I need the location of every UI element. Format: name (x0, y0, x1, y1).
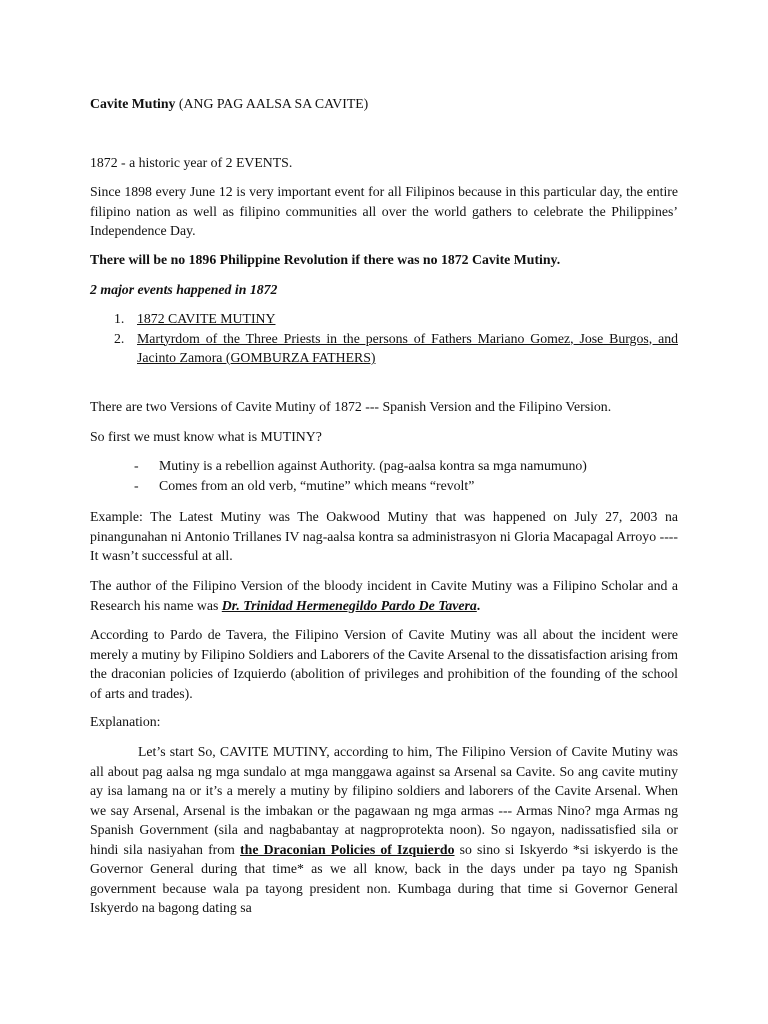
definition-text: Comes from an old verb, “mutine” which means “revolt” (159, 477, 475, 493)
definitions-list (90, 456, 678, 495)
events-list (90, 309, 678, 368)
explanation-label: Explanation: (90, 714, 161, 729)
explanation-paragraph (90, 742, 678, 918)
author-name: Dr. Trinidad Hermenegildo Pardo De Tavera (221, 597, 477, 613)
event-text: Martyrdom of the Three Priests in the persons of Fathers Mariano Gomez, Jose Burgos, and Jacinto Zamora (GOMBURZA FATHERS) (137, 330, 678, 365)
list-number: 2. (114, 330, 125, 346)
document-title (90, 94, 678, 114)
list-number: 1. (114, 311, 125, 326)
list-item (90, 476, 678, 496)
tavera-paragraph: According to Pardo de Tavera, the Filipino Version of Cavite Mutiny was all about the incident were merely a mutiny by Filipino Soldiers and Laborers of the Cavite Arsenal to the dissatisfaction arising from the draconian policies of Izquierdo (abolition of privileges and prohibition of the founding of the school of arts and trades). (90, 627, 678, 701)
mutiny-question: So first we must know what is MUTINY? (90, 429, 322, 444)
explanation-text-continued: so sino si Iskyerdo *si iskyerdo is the Governor General during that time* as we all know, back in the days under pa tayo ng Spanish government because wala pa tayong president non. Kumbaga during that time si Governor General Iskyerdo na bagong dating sa (90, 841, 678, 915)
event-text: 1872 CAVITE MUTINY (137, 311, 276, 326)
draconian-policies: the Draconian Policies of Izquierdo (240, 841, 455, 857)
list-item (90, 309, 678, 329)
author-period: . (476, 597, 481, 613)
historic-year-line: 1872 - a historic year of 2 EVENTS. (90, 155, 293, 170)
list-dash: - (134, 477, 139, 493)
title-rest: (ANG PAG AALSA SA CAVITE) (175, 96, 369, 111)
author-paragraph (90, 576, 678, 615)
bold-statement: There will be no 1896 Philippine Revolution if there was no 1872 Cavite Mutiny. (90, 252, 561, 267)
author-text: The author of the Filipino Version of the bloody incident in Cavite Mutiny was a Filipino Scholar and a Research his name was (90, 578, 678, 613)
title-bold: Cavite Mutiny (90, 96, 176, 111)
definition-text: Mutiny is a rebellion against Authority. (pag-aalsa kontra sa mga namumuno) (159, 458, 587, 473)
list-item (90, 456, 678, 476)
list-dash: - (134, 458, 139, 473)
example-paragraph: Example: The Latest Mutiny was The Oakwood Mutiny that was happened on July 27, 2003 na pinangunahan ni Antonio Trillanes IV nag-aalsa kontra sa administrasyon ni Gloria Macapagal Arroyo ---- It wasn’t successful at all. (90, 509, 678, 563)
events-heading: 2 major events happened in 1872 (90, 282, 278, 297)
explanation-text: Let’s start So, CAVITE MUTINY, according to him, The Filipino Version of Cavite Mutiny was all about pag aalsa ng mga sundalo at mga manggawa against sa Arsenal sa Cavite. So ang cavite mutiny ay isa lamang na or it’s a merely a mutiny by filipino soldiers and laborers of the Cavite Arsenal. When we say Arsenal, Arsenal is the imbakan or the pagawaan ng mga armas --- Armas Nino? mga Armas ng Spanish Government (sila and nagbabantay at nagproprotekta noon). So ngayon, nadissatisfied sila or hindi sila nasiyahan from (90, 744, 678, 857)
independence-day-paragraph: Since 1898 every June 12 is very important event for all Filipinos because in this particular day, the entire filipino nation as well as filipino communities all over the world gathers to celebrate the Philippines’ Independence Day. (90, 184, 678, 238)
versions-line: There are two Versions of Cavite Mutiny of 1872 --- Spanish Version and the Filipino Version. (90, 399, 612, 414)
list-item (90, 329, 678, 368)
